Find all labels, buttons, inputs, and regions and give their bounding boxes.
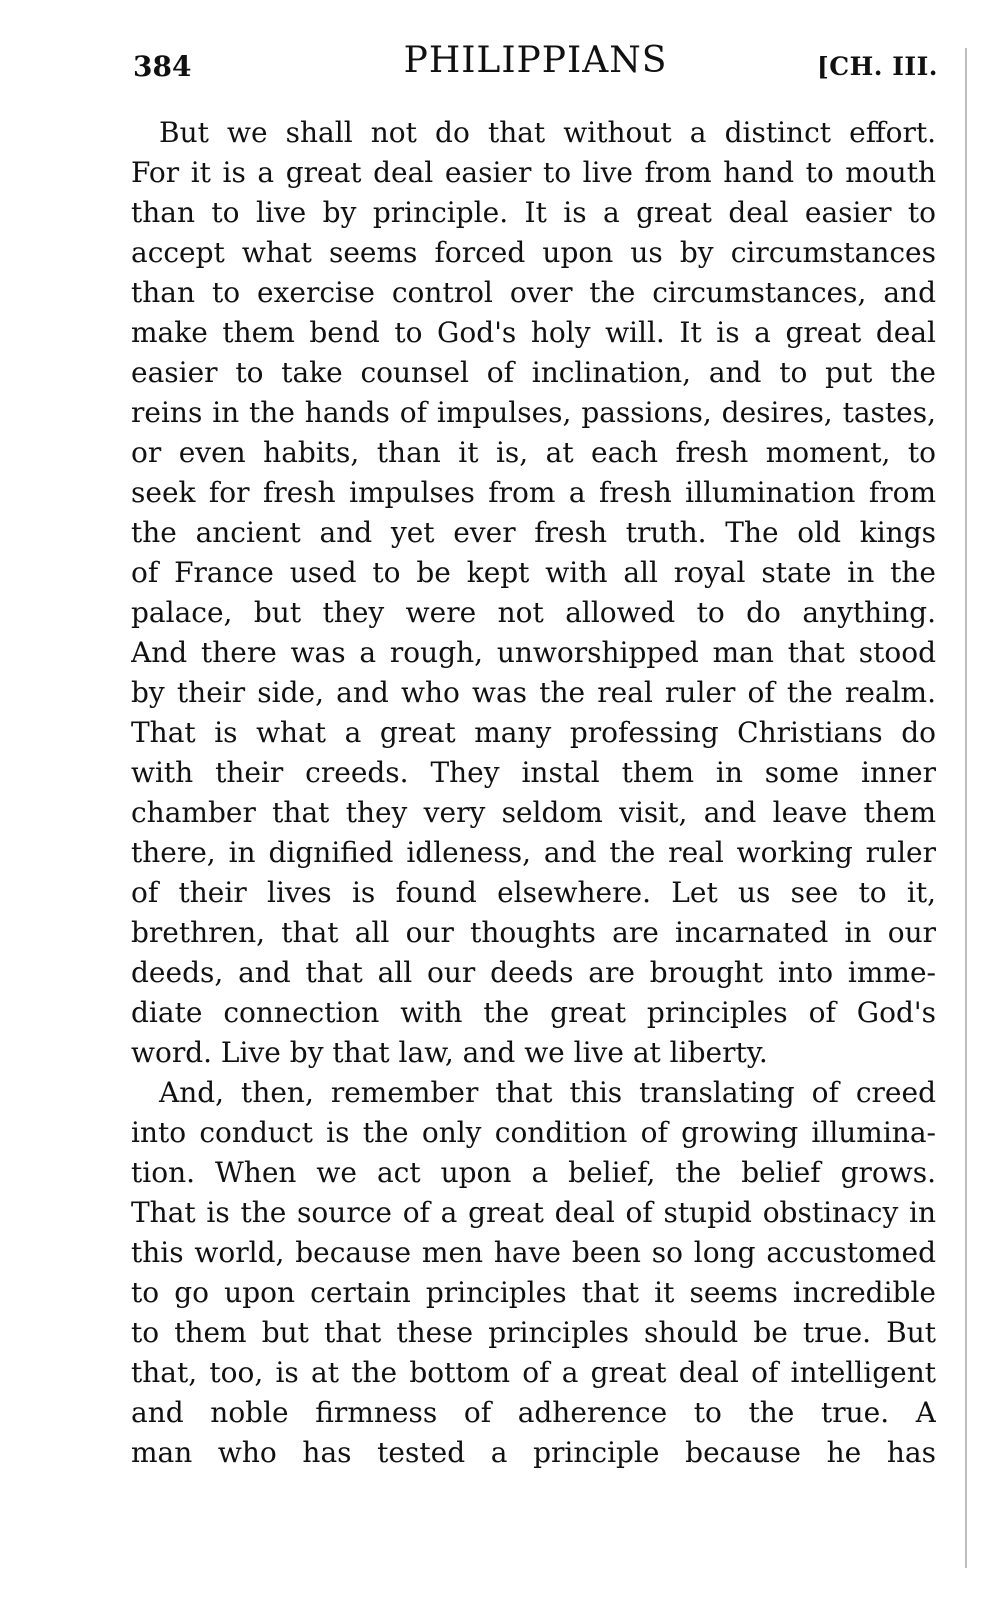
text-line: easier to take counsel of inclination, and to put the	[131, 356, 936, 389]
running-header	[133, 40, 938, 92]
page-edge-line	[965, 48, 967, 1568]
text-line: of France used to be kept with all royal state in the	[131, 556, 936, 589]
text-line: than to exercise control over the circumstances, and	[131, 276, 936, 309]
text-line: chamber that they very seldom visit, and leave them	[131, 796, 936, 829]
text-line: diate connection with the great principles of God's	[131, 996, 936, 1029]
text-line: tion. When we act upon a belief, the belief grows.	[131, 1156, 936, 1189]
text-line: man who has tested a principle because he has	[131, 1436, 936, 1469]
running-title: PHILIPPIANS	[403, 40, 668, 81]
text-line: brethren, that all our thoughts are incarnated in our	[131, 916, 936, 949]
chapter-reference: [CH. III.	[816, 52, 938, 81]
text-line: by their side, and who was the real ruler of the realm.	[131, 676, 936, 709]
text-line: to go upon certain principles that it seems incredible	[131, 1276, 936, 1309]
text-line: and noble firmness of adherence to the true. A	[131, 1396, 936, 1429]
text-line: word. Live by that law, and we live at liberty.	[131, 1036, 768, 1069]
text-line: to them but that these principles should be true. But	[131, 1316, 936, 1349]
text-line: deeds, and that all our deeds are brought into imme-	[131, 956, 936, 989]
text-line: That is the source of a great deal of stupid obstinacy in	[131, 1196, 936, 1229]
text-line: reins in the hands of impulses, passions, desires, tastes,	[131, 396, 936, 429]
text-line: with their creeds. They instal them in some inner	[131, 756, 936, 789]
text-line: But we shall not do that without a distinct effort.	[159, 116, 936, 149]
text-line: And, then, remember that this translating of creed	[159, 1076, 936, 1109]
text-line: For it is a great deal easier to live from hand to mouth	[131, 156, 936, 189]
body-text	[131, 113, 936, 1473]
text-line: accept what seems forced upon us by circumstances	[131, 236, 936, 269]
text-line: That is what a great many professing Christians do	[131, 716, 936, 749]
text-line: or even habits, than it is, at each fresh moment, to	[131, 436, 936, 469]
text-line: palace, but they were not allowed to do anything.	[131, 596, 936, 629]
text-line: make them bend to God's holy will. It is a great deal	[131, 316, 936, 349]
text-line: there, in dignified idleness, and the real working ruler	[131, 836, 936, 869]
text-line: the ancient and yet ever fresh truth. The old kings	[131, 516, 936, 549]
text-line: into conduct is the only condition of growing illumina-	[131, 1116, 936, 1149]
paragraph-2	[131, 1073, 936, 1473]
text-line: And there was a rough, unworshipped man that stood	[131, 636, 936, 669]
text-line: than to live by principle. It is a great deal easier to	[131, 196, 936, 229]
page-number: 384	[133, 50, 192, 83]
text-line: of their lives is found elsewhere. Let us see to it,	[131, 876, 936, 909]
text-line: this world, because men have been so long accustomed	[131, 1236, 936, 1269]
paragraph-1	[131, 113, 936, 1073]
text-line: that, too, is at the bottom of a great deal of intelligent	[131, 1356, 936, 1389]
text-line: seek for fresh impulses from a fresh illumination from	[131, 476, 936, 509]
